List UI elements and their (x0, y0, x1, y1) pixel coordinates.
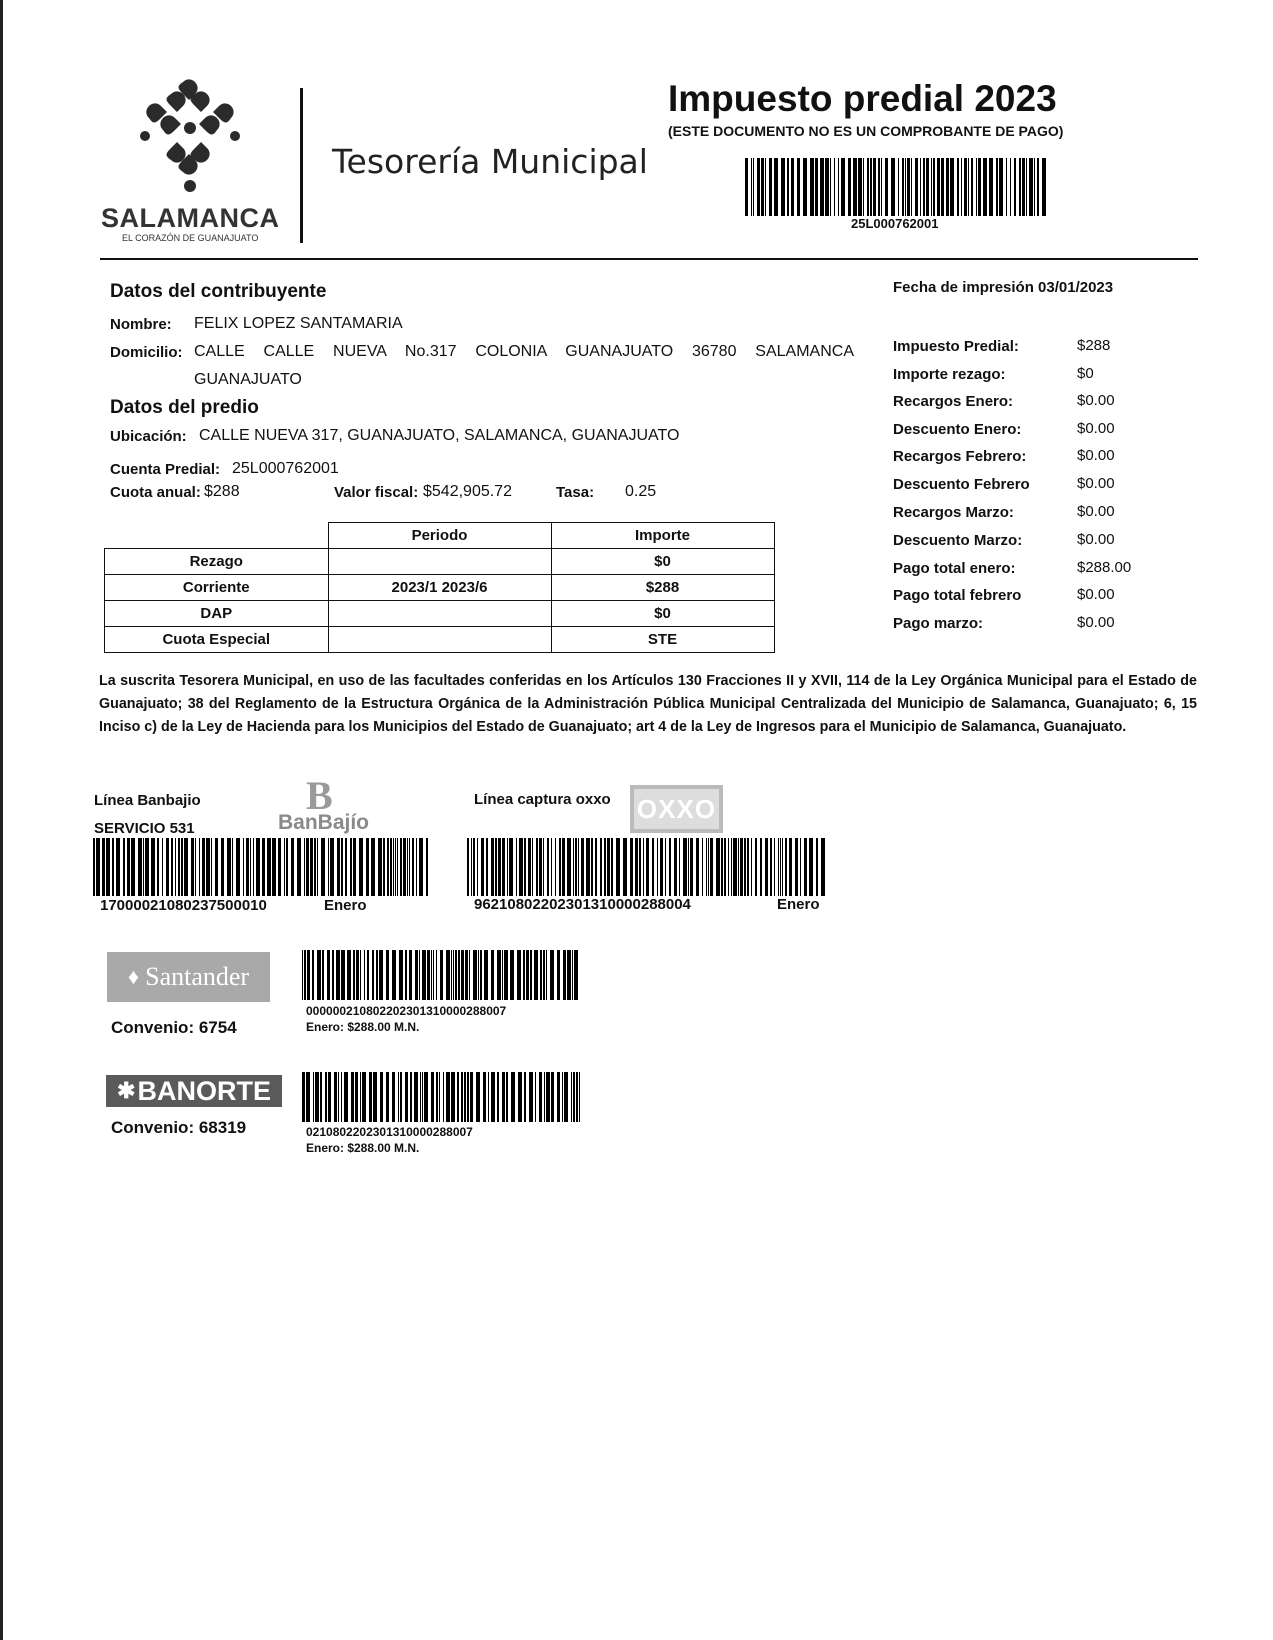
account-label: Cuenta Predial: (110, 461, 221, 478)
santander-logo-text: Santander (145, 962, 250, 991)
address-label: Domicilio: (110, 344, 183, 361)
table-header-amount: Importe (551, 523, 774, 549)
summary-value: $0.00 (1077, 503, 1115, 520)
banbajio-label: Línea Banbajio (94, 792, 201, 809)
brand-name: SALAMANCA (101, 203, 280, 233)
salamanca-logo (135, 76, 245, 201)
address-line2: GUANAJUATO (194, 371, 302, 388)
banbajio-month: Enero (324, 897, 367, 914)
office-name: Tesorería Municipal (332, 142, 648, 181)
row-concept: DAP (105, 601, 329, 627)
rate-label: Tasa: (556, 484, 595, 501)
summary-label: Recargos Enero: (893, 393, 1014, 410)
banbajio-barcode-number: 17000021080237500010 (100, 897, 267, 914)
summary-label: Impuesto Predial: (893, 338, 1019, 355)
name-value: FELIX LOPEZ SANTAMARIA (194, 315, 403, 332)
quota-value: $288 (204, 483, 240, 500)
santander-logo (107, 952, 270, 1002)
summary-label: Descuento Enero: (893, 421, 1022, 438)
row-period (328, 601, 551, 627)
name-label: Nombre: (110, 316, 172, 333)
summary-value: $288 (1077, 337, 1111, 354)
summary-label: Recargos Marzo: (893, 504, 1014, 521)
summary-value: $0.00 (1077, 614, 1115, 631)
summary-value: $0.00 (1077, 420, 1115, 437)
summary-value: $0 (1077, 365, 1094, 382)
summary-label: Importe rezago: (893, 366, 1006, 383)
document-subtitle: (ESTE DOCUMENTO NO ES UN COMPROBANTE DE PAGO) (668, 123, 1064, 139)
oxxo-barcode-number: 96210802202301310000288004 (474, 896, 691, 913)
summary-label: Pago marzo: (893, 615, 984, 632)
rate-value: 0.25 (625, 483, 657, 500)
property-section-title: Datos del predio (110, 397, 259, 418)
row-period (328, 627, 551, 653)
summary-label: Descuento Febrero (893, 476, 1030, 493)
location-value: CALLE NUEVA 317, GUANAJUATO, SALAMANCA, GUANAJUATO (199, 427, 680, 444)
fiscal-label: Valor fiscal: (334, 484, 419, 501)
summary-value: $0.00 (1077, 475, 1115, 492)
summary-label: Recargos Febrero: (893, 448, 1027, 465)
brand-tagline: EL CORAZÓN DE GUANAJUATO (122, 233, 259, 243)
banbajio-logo-mark: B (306, 773, 327, 818)
summary-value: $0.00 (1077, 392, 1115, 409)
oxxo-barcode (467, 838, 827, 896)
oxxo-month: Enero (777, 896, 820, 913)
quota-label: Cuota anual: (110, 484, 201, 501)
summary-label: Pago total enero: (893, 560, 1016, 577)
header-barcode-number: 25L000762001 (851, 216, 939, 231)
header-barcode (745, 158, 1050, 216)
summary-value: $0.00 (1077, 586, 1115, 603)
row-concept: Corriente (105, 575, 329, 601)
row-amount: $0 (551, 601, 774, 627)
account-value: 25L000762001 (232, 460, 339, 477)
fiscal-value: $542,905.72 (423, 483, 512, 500)
santander-barcode-number: 0000002108022023013100002880​07 (306, 1004, 507, 1018)
table-header-period: Periodo (328, 523, 551, 549)
header-separator (300, 88, 303, 243)
address-line1: CALLE CALLE NUEVA No.317 COLONIA GUANAJUATO 36780 SALAMANCA (194, 343, 854, 360)
banbajio-service: SERVICIO 531 (94, 820, 195, 837)
table-row (105, 549, 775, 575)
santander-agreement: Convenio: 6754 (111, 1018, 237, 1037)
banorte-logo-text: BANORTE (137, 1075, 271, 1106)
oxxo-label: Línea captura oxxo (474, 791, 611, 808)
banorte-logo (106, 1075, 282, 1107)
banorte-barcode (302, 1072, 580, 1122)
print-date: Fecha de impresión 03/01/2023 (893, 279, 1114, 296)
row-amount: STE (551, 627, 774, 653)
banbajio-barcode (93, 838, 428, 896)
table-row (105, 601, 775, 627)
banorte-agreement: Convenio: 68319 (111, 1118, 247, 1137)
header-rule (100, 258, 1198, 260)
document-title: Impuesto predial 2023 (668, 78, 1057, 119)
row-amount: $288 (551, 575, 774, 601)
period-table (104, 522, 775, 653)
row-period: 2023/1 2023/6 (328, 575, 551, 601)
summary-value: $288.00 (1077, 559, 1132, 576)
summary-label: Pago total febrero (893, 587, 1022, 604)
row-period (328, 549, 551, 575)
table-row (105, 627, 775, 653)
banorte-barcode-number: 02108022023013100002880​07 (306, 1125, 473, 1139)
summary-value: $0.00 (1077, 531, 1115, 548)
summary-value: $0.00 (1077, 447, 1115, 464)
table-header-blank (105, 523, 329, 549)
row-concept: Rezago (105, 549, 329, 575)
location-label: Ubicación: (110, 428, 187, 445)
banorte-amount: Enero: $288.00 M.N. (306, 1141, 420, 1155)
banbajio-logo: BanBajío (278, 811, 370, 834)
legal-text: La suscrita Tesorera Municipal, en uso de las facultades conferidas en los Artículos 130 Fracciones II y XVII, 114 de la Ley Orgánica Municipal para el Estado de Guanajuato; 38 del Reglamento de la Estructura Orgánica de la Administración Pública Municipal Centralizada del Municipio de Salamanca, Guanajuato; 6, 15 Inciso c) de la Ley de Hacienda para los Municipios del Estado de Guanajuato; art 4 de la Ley de Ingresos para el Municipio de Salamanca, Guanajuato. (99, 673, 1197, 735)
row-concept: Cuota Especial (105, 627, 329, 653)
banorte-symbol-icon: ✱ (117, 1078, 136, 1103)
oxxo-logo: OXXO (630, 785, 723, 833)
table-row (105, 575, 775, 601)
santander-barcode (302, 950, 580, 1000)
flame-icon: ♦ (127, 964, 140, 989)
contributor-section-title: Datos del contribuyente (110, 281, 327, 302)
summary-label: Descuento Marzo: (893, 532, 1023, 549)
santander-amount: Enero: $288.00 M.N. (306, 1020, 420, 1034)
table-header-row (105, 523, 775, 549)
scan-edge (0, 0, 3, 1640)
row-amount: $0 (551, 549, 774, 575)
